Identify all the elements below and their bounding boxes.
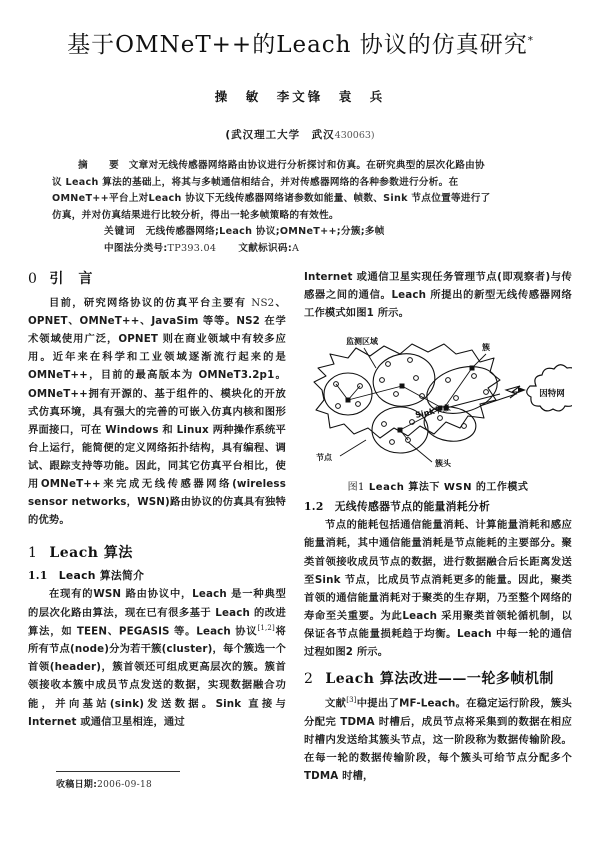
citation-ref-1: [1,2] — [257, 623, 275, 632]
sensor-node — [386, 362, 391, 367]
figure-label-internet: 因特网 — [539, 389, 565, 400]
doc-code-label: 文献标识码 — [238, 242, 288, 254]
sensor-node — [472, 374, 477, 379]
intro-ns2: NS2 — [251, 297, 275, 309]
sensor-node — [380, 378, 385, 383]
clc-label: 中图法分类号 — [104, 242, 164, 254]
spacer-2 — [304, 661, 572, 668]
abstract-line-1 — [52, 158, 548, 175]
doc-code-sep: : — [287, 242, 292, 254]
sensor-node — [394, 392, 399, 397]
leader-monitor-area — [364, 348, 376, 368]
sensor-node — [484, 390, 489, 395]
sensor-node — [356, 402, 361, 407]
sensor-node — [390, 440, 395, 445]
affiliation-zip: 430063) — [334, 130, 375, 142]
figure-1-label: 图1 — [347, 482, 365, 494]
keywords-label: 关键词 — [104, 226, 136, 238]
received-date — [56, 777, 328, 790]
leach-text-b: 将所有节点(node)分为若干簇(cluster)，每个簇选一个首领(header)，簇首领还可组成更高层次的簇。簇首领接收本簇中成员节点发送的数据，实现数据融合功能，并向基站(sink)发送数据。Sink 直接与 Internet 或通信卫星相连，通过 — [28, 625, 286, 728]
figure-label-cluster: 簇 — [482, 343, 490, 353]
abstract-line-2: 议 Leach 算法的基础上，将其与多帧通信相结合，并对传感器网络的各种参数进行分析。在 — [52, 176, 459, 188]
footnote-rule — [56, 771, 180, 772]
cluster-blob-top — [368, 348, 439, 412]
sensor-node — [462, 424, 467, 429]
subsection-title-1-1: Leach 算法简介 — [58, 569, 145, 583]
sensor-node — [336, 404, 341, 409]
section-heading-intro — [28, 268, 286, 288]
clc-sep: : — [163, 242, 168, 254]
title-text: 基于OMNeT++的Leach 协议的仿真研究 — [67, 32, 528, 58]
section-title-intro: 引 言 — [49, 271, 93, 287]
sensor-node — [414, 376, 419, 381]
section-heading-leach — [28, 542, 286, 562]
section-heading-improve — [304, 668, 572, 688]
cluster-blob-left — [324, 373, 372, 415]
abstract-text-1: 文章对无线传感器网络路由协议进行分析探讨和仿真。在研究典型的层次化路由协 — [128, 160, 485, 172]
author-list: 操 敏 李文锋 袁 兵 — [214, 89, 386, 105]
clc-line — [52, 241, 548, 258]
received-date-label: 收稿日期: — [56, 780, 98, 790]
link-line — [336, 384, 348, 400]
figure-1-caption-text: Leach 算法下 WSN 的工作模式 — [368, 482, 529, 494]
keywords-line — [52, 224, 548, 241]
subsection-title-1-2: 无线传感器节点的能量消耗分析 — [334, 500, 491, 514]
paper-header — [0, 0, 600, 142]
monitoring-area-outline — [314, 344, 500, 438]
right-continuation-paragraph: Internet 或通信卫星实现任务管理节点(即观察者)与传感器之间的通信。Leach 所提出的新型无线传感器网络工作模式如图1 所示。 — [304, 271, 572, 320]
clc-value: TP393.04 — [167, 242, 217, 254]
figure-label-sink-node: Sink节点 — [414, 403, 452, 421]
energy-analysis-paragraph: 节点的能耗包括通信能量消耗、计算能量消耗和感应能量消耗，其中通信能量消耗是节点能耗的主要部分。聚类首领接收成员节点的数据，进行数据融合后长距离发送至Sink 节点，比成员节点消耗更多的能量。因此，聚类首领的通信能量消耗对于聚类的生存期，乃至整个网络的寿命至关重要。为此Leach 采用聚类首领轮循机制，以保证各节点能量损耗趋于均衡。Leach 中每一轮的通信过程如图2 所示。 — [304, 519, 572, 659]
section-number-1: 1 — [28, 545, 38, 562]
intro-text-a: 目前，研究网络协议的仿真平台主要有 — [49, 297, 252, 309]
subsection-number-1-2: 1.2 — [304, 500, 324, 514]
internet-cloud-shape — [527, 365, 572, 411]
subsection-heading-1-2 — [304, 499, 572, 514]
received-date-value: 2006-09-18 — [97, 780, 152, 790]
spacer-1 — [28, 529, 286, 542]
section-title-improve: Leach 算法改进——一轮多帧机制 — [325, 671, 554, 688]
link-line — [402, 386, 442, 408]
wsn-diagram-svg — [304, 328, 572, 476]
figure-1-caption — [304, 478, 572, 493]
section-title-leach: Leach 算法 — [49, 545, 133, 562]
sensor-node — [446, 378, 451, 383]
section-number-0: 0 — [28, 271, 38, 287]
figure-label-monitor-area: 监测区域 — [346, 337, 378, 347]
left-column — [28, 268, 286, 798]
improve-text-a: 文献 — [325, 697, 347, 710]
page-title — [52, 30, 548, 61]
subsection-heading-1-1 — [28, 568, 286, 583]
leader-cluster-head — [408, 442, 432, 462]
sensor-node — [454, 396, 459, 401]
doc-code-value: A — [291, 242, 300, 254]
figure-1 — [304, 328, 572, 493]
abstract-block — [52, 158, 548, 257]
leach-text-a: 在现有的WSN 路由协议中，Leach 是一种典型的层次化路由算法，现在已有很多基于 Leach 的改进算法，如 TEEN、PEGASIS 等。Leach 协议 — [28, 588, 286, 638]
citation-ref-3: [3] — [346, 696, 357, 705]
intro-paragraph — [28, 294, 286, 529]
leader-node — [340, 440, 366, 456]
figure-label-node: 节点 — [316, 453, 332, 463]
abstract-line-4: 仿真，并对仿真结果进行比较分析，得出一轮多帧策略的有效性。 — [52, 209, 339, 221]
uplink-arrowhead — [518, 387, 526, 393]
leach-intro-paragraph — [28, 585, 286, 730]
abstract-label: 摘 要 — [78, 160, 125, 172]
figure-label-cluster-head: 簇头 — [435, 459, 451, 469]
sensor-node — [408, 358, 413, 363]
improve-paragraph — [304, 694, 572, 785]
keywords-value: 无线传感器网络;Leach 协议;OMNeT++;分簇;多帧 — [145, 226, 385, 238]
intro-text-c: OPNET、OMNeT++、JavaSim 等等。NS2 在学术领域使用广泛，OPNET 则在商业领域中有较多应用。近年来在科学和工业领域逐渐流行起来的是OMNeT++，目前的最高版本为 OMNeT3.2p1。OMNeT++拥有开源的、基于组件的、模块化的开放式仿真环境，具有强大的完善的可嵌入仿真内核和图形界面接口，可在 Windows 和 Linux 两种操作系统平台上运行，能简便的定义网络拓扑结构，具有编程、调试、跟踪支持等功能。因此，同其它仿真平台相比，使用OMNeT++来完成无线传感器网络(wireless sensor networks，WSN)路由协议的仿真具有独特的优势。 — [28, 315, 286, 527]
title-footnote-marker: * — [527, 35, 533, 47]
footnote-block — [56, 771, 328, 790]
intro-text-b: 、 — [274, 297, 286, 309]
sensor-node — [382, 422, 387, 427]
sensor-node — [438, 416, 443, 421]
subsection-number-1-1: 1.1 — [28, 569, 48, 583]
link-line — [348, 386, 360, 400]
body-columns — [0, 268, 600, 798]
affiliation-name: (武汉理工大学 武汉 — [225, 129, 335, 142]
section-number-2: 2 — [304, 671, 314, 688]
improve-text-b: 中提出了MF-Leach。在稳定运行阶段，簇头分配完 TDMA 时槽后，成员节点将采集到的数据在相应时槽内发送给其簇头节点，这一阶段称为数据传输阶段。在每一轮的数据传输阶段，每个簇头可给节点分配多个 TDMA 时槽， — [304, 697, 572, 783]
affiliation — [52, 127, 548, 142]
right-column — [304, 268, 572, 798]
abstract-line-3: OMNeT++平台上对Leach 协议下无线传感器网络诸参数如能量、帧数、Sink 节点位置等进行了 — [52, 193, 491, 205]
